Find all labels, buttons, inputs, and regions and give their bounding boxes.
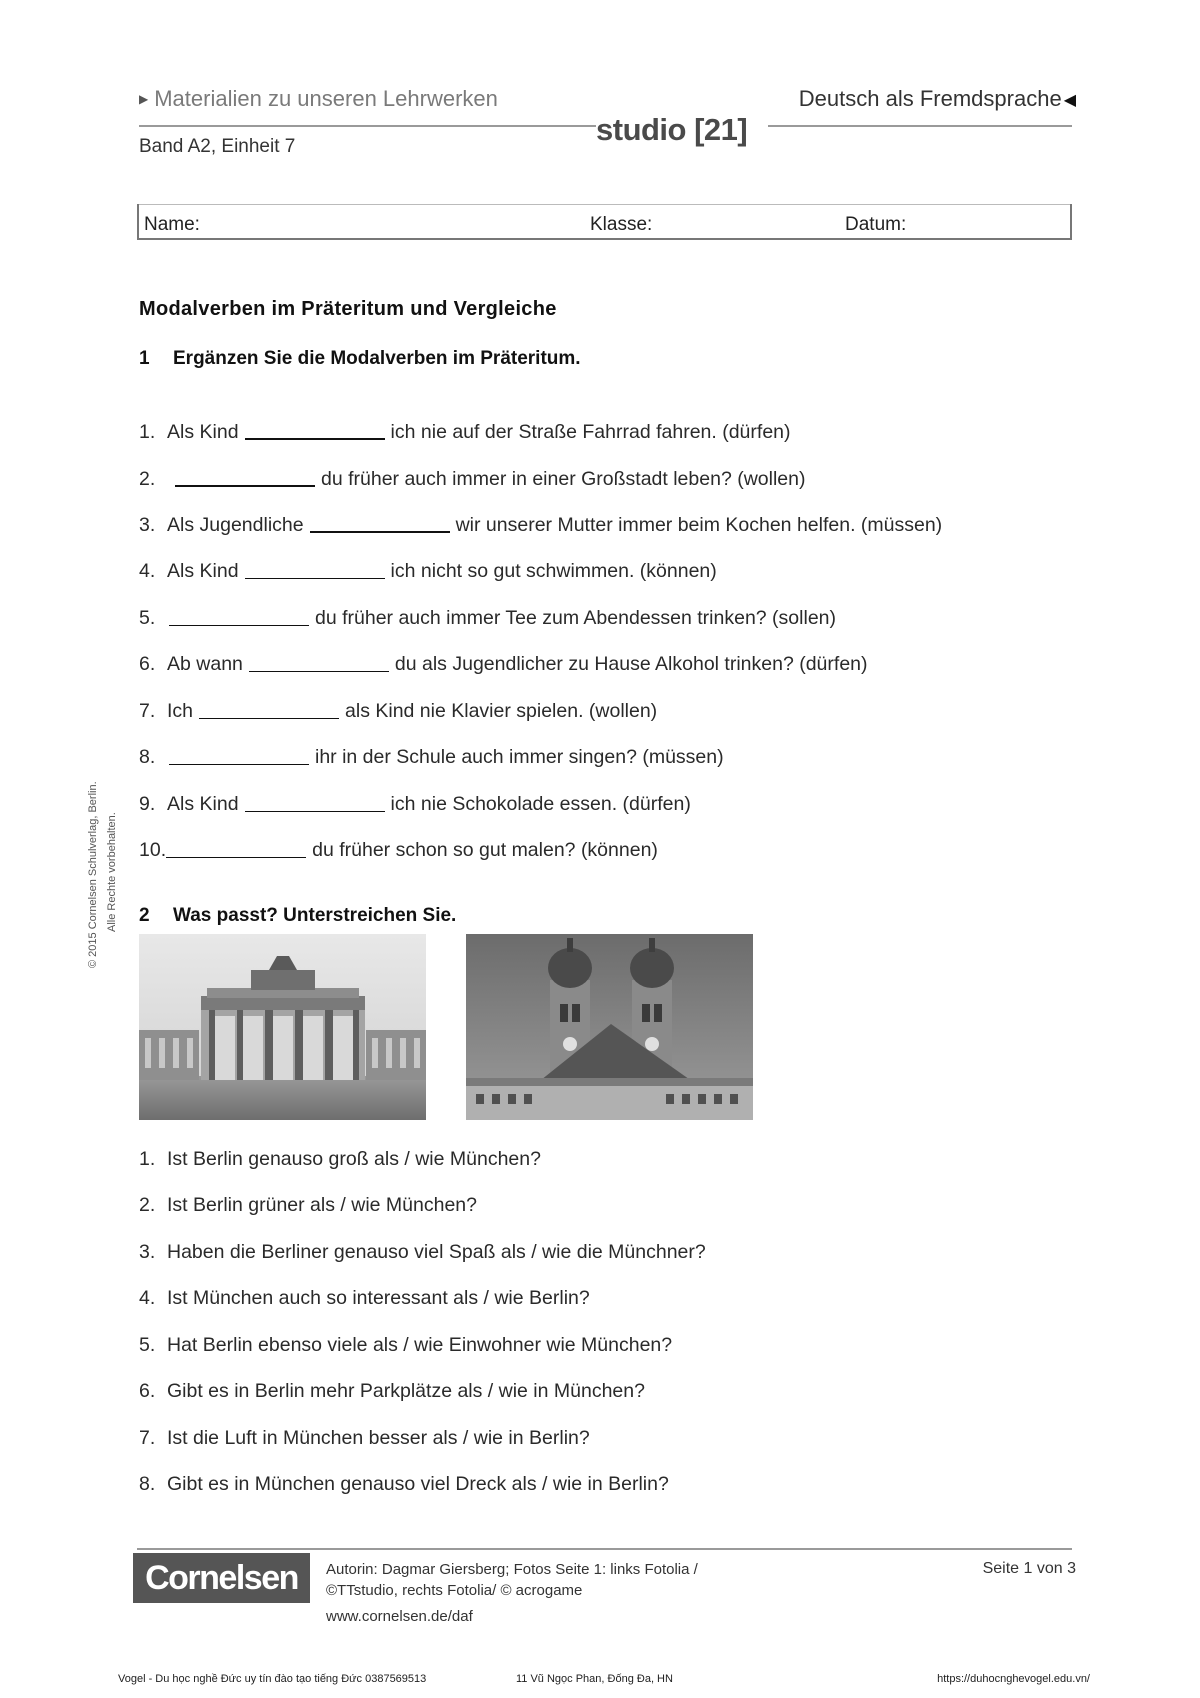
item-number: 4. <box>139 560 156 582</box>
exercise2-item <box>139 1241 706 1264</box>
item-prefix: Als Kind <box>167 793 239 815</box>
exercise1-item <box>139 839 658 862</box>
exercise2-item <box>139 1334 672 1357</box>
exercise1-item <box>139 560 717 583</box>
frauenkirche-photo <box>466 934 753 1120</box>
section2-heading <box>139 905 456 927</box>
exercise2-item <box>139 1473 669 1496</box>
bottom-note-left: Vogel - Du học nghề Đức uy tín đào tạo tiếng Đức 0387569513 <box>118 1673 427 1685</box>
item-text: ihr in der Schule auch immer singen? (müssen) <box>315 746 724 768</box>
studio21-logo: studio [21] <box>596 112 748 147</box>
fill-in-blank[interactable] <box>310 515 450 533</box>
copyright-line: © 2015 Cornelsen Schulverlag, Berlin. <box>87 781 99 968</box>
exercise2-item <box>139 1380 645 1403</box>
item-number: 7. <box>139 1427 156 1449</box>
fill-in-blank[interactable] <box>169 748 309 765</box>
fill-in-blank[interactable] <box>166 841 306 858</box>
item-number: 4. <box>139 1287 156 1309</box>
item-text: Ist Berlin genauso groß als / wie München? <box>167 1148 541 1170</box>
exercise1-item <box>139 514 942 537</box>
item-text: Ist die Luft in München besser als / wie in Berlin? <box>167 1427 590 1449</box>
class-label: Klasse: <box>590 214 653 235</box>
footer-rule <box>137 1548 1072 1550</box>
item-number: 1. <box>139 421 156 443</box>
item-prefix: Als Jugendliche <box>167 514 304 536</box>
item-text: Ist Berlin grüner als / wie München? <box>167 1194 477 1216</box>
header-rule-right <box>768 125 1072 127</box>
item-number: 5. <box>139 1334 156 1356</box>
cornelsen-logo: Cornelsen <box>133 1553 310 1603</box>
brandenburg-gate-photo <box>139 934 426 1120</box>
page-number: Seite 1 von 3 <box>982 1560 1076 1577</box>
header-left <box>139 86 498 112</box>
item-text: du früher schon so gut malen? (können) <box>312 839 658 861</box>
worksheet-title: Modalverben im Präteritum und Vergleiche <box>139 298 557 320</box>
triangle-left-icon: ◀ <box>1063 92 1076 109</box>
fill-in-blank[interactable] <box>245 422 385 440</box>
item-number: 8. <box>139 1473 156 1495</box>
unit-subtitle: Band A2, Einheit 7 <box>139 136 296 157</box>
date-label: Datum: <box>845 214 907 235</box>
item-number: 3. <box>139 1241 156 1263</box>
exercise1-item <box>139 746 724 769</box>
section2-number: 2 <box>139 905 150 926</box>
item-prefix: Als Kind <box>167 421 239 443</box>
header-right <box>799 86 1076 112</box>
fill-in-blank[interactable] <box>245 795 385 812</box>
section1-heading-text: Ergänzen Sie die Modalverben im Präteritum. <box>173 348 581 369</box>
item-text: du als Jugendlicher zu Hause Alkohol trinken? (dürfen) <box>394 653 868 675</box>
fill-in-blank[interactable] <box>169 609 309 626</box>
item-text: als Kind nie Klavier spielen. (wollen) <box>345 700 658 722</box>
publisher-url[interactable]: www.cornelsen.de/daf <box>326 1608 473 1625</box>
header-right-text: Deutsch als Fremdsprache <box>798 86 1062 111</box>
fill-in-blank[interactable] <box>175 469 315 487</box>
header-left-text: Materialien zu unseren Lehrwerken <box>154 86 498 111</box>
item-prefix: Ab wann <box>167 653 243 675</box>
header-rule-left <box>139 125 596 127</box>
item-number: 5. <box>139 607 156 629</box>
item-number: 1. <box>139 1148 156 1170</box>
item-text: Gibt es in München genauso viel Dreck als / wie in Berlin? <box>167 1473 669 1495</box>
exercise1-item <box>139 468 805 491</box>
item-number: 6. <box>139 653 156 675</box>
exercise2-item <box>139 1287 590 1310</box>
item-text: Hat Berlin ebenso viele als / wie Einwohner wie München? <box>167 1334 673 1356</box>
section2-heading-text: Was passt? Unterstreichen Sie. <box>173 905 457 926</box>
bottom-note-middle: 11 Vũ Ngọc Phan, Đống Đa, HN <box>516 1673 673 1685</box>
fill-in-blank[interactable] <box>245 562 385 579</box>
item-text: Haben die Berliner genauso viel Spaß als / wie die Münchner? <box>167 1241 706 1263</box>
item-number: 6. <box>139 1380 156 1402</box>
fill-in-blank[interactable] <box>199 702 339 719</box>
item-text: Gibt es in Berlin mehr Parkplätze als / wie in München? <box>167 1380 645 1402</box>
triangle-right-icon: ▶ <box>139 92 149 106</box>
item-number: 3. <box>139 514 156 536</box>
item-text: du früher auch immer Tee zum Abendessen trinken? (sollen) <box>315 607 836 629</box>
exercise1-item <box>139 607 836 630</box>
item-text: wir unserer Mutter immer beim Kochen helfen. (müssen) <box>455 514 943 536</box>
copyright-side-note <box>84 781 122 968</box>
item-number: 2. <box>139 1194 156 1216</box>
item-number: 9. <box>139 793 156 815</box>
item-number: 10. <box>139 839 167 861</box>
credit-line-1: Autorin: Dagmar Giersberg; Fotos Seite 1: links Fotolia / <box>326 1561 698 1578</box>
bottom-note-url[interactable]: https://duhocnghevogel.edu.vn/ <box>937 1673 1090 1685</box>
item-text: Ist München auch so interessant als / wie Berlin? <box>167 1287 590 1309</box>
exercise2-item <box>139 1194 477 1217</box>
rights-line: Alle Rechte vorbehalten. <box>106 812 118 932</box>
name-label: Name: <box>144 214 200 235</box>
item-text: ich nie Schokolade essen. (dürfen) <box>390 793 691 815</box>
item-text: du früher auch immer in einer Großstadt leben? (wollen) <box>321 468 806 490</box>
exercise2-item <box>139 1148 541 1171</box>
exercise1-item <box>139 700 657 723</box>
credit-line-2: ©TTstudio, rechts Fotolia/ © acrogame <box>326 1582 583 1599</box>
section1-number: 1 <box>139 348 150 369</box>
item-number: 8. <box>139 746 156 768</box>
section1-heading <box>139 348 581 370</box>
item-prefix: Ich <box>167 700 194 722</box>
item-text: ich nie auf der Straße Fahrrad fahren. (dürfen) <box>390 421 791 443</box>
exercise2-item <box>139 1427 590 1450</box>
exercise1-item <box>139 653 868 676</box>
item-text: ich nicht so gut schwimmen. (können) <box>390 560 717 582</box>
item-number: 2. <box>139 468 156 490</box>
fill-in-blank[interactable] <box>249 655 389 672</box>
item-number: 7. <box>139 700 156 722</box>
exercise1-item <box>139 793 691 816</box>
exercise1-item <box>139 421 791 444</box>
item-prefix: Als Kind <box>167 560 239 582</box>
